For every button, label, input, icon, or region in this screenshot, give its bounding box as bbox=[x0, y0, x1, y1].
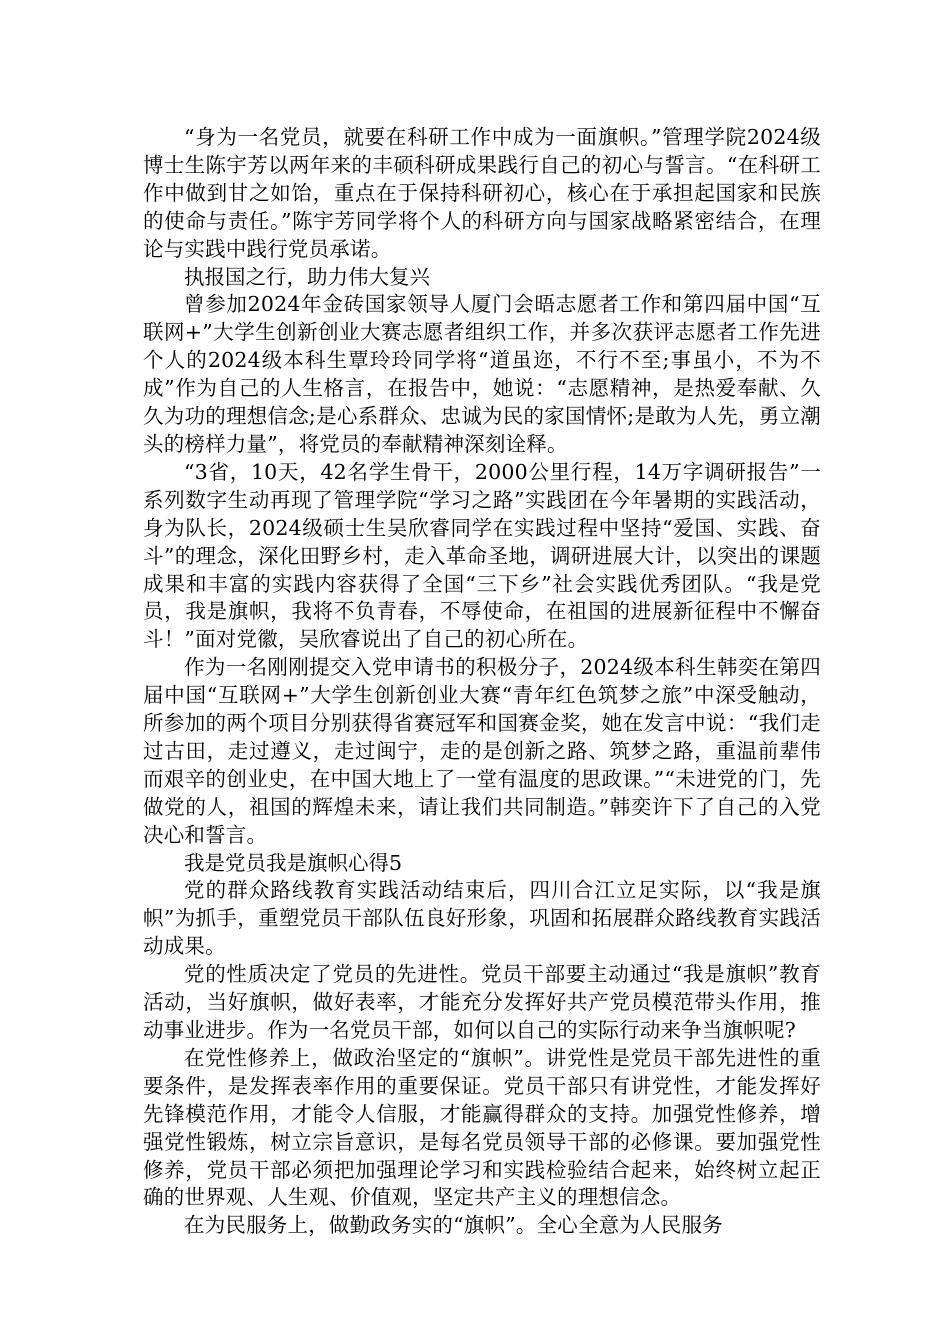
paragraph-wu-xinrui: “3省，10天，42名学生骨干，2000公里行程，14万字调研报告”一系列数字生动再现了管理学院“学习之路”实践团在今年暑期的实践活动，身为队长，2024级硕士生吴欣睿同学在实践过程中坚持“爱国、实践、奋斗”的理念，深化田野乡村，走入革命圣地，调研进展大计，以突出的课题成果和丰富的实践内容获得了全国“三下乡”社会实践优秀团队。“我是党员，我是旗帜，我将不负青春，不辱使命，在祖国的进展新征程中不懈奋斗！”面对党徽，吴欣睿说出了自己的初心所在。 bbox=[143, 459, 821, 652]
paragraph-chen-yufang: “身为一名党员，就要在科研工作中成为一面旗帜。”管理学院2024级博士生陈宇芳以两年来的丰硕科研成果践行自己的初心与誓言。“在科研工作中做到甘之如饴，重点在于保持科研初心，核心在于承担起国家和民族的使命与责任。”陈宇芳同学将个人的科研方向与国家战略紧密结合，在理论与实践中践行党员承诺。 bbox=[143, 125, 821, 261]
paragraph-serve-people: 在为民服务上，做勤政务实的“旗帜”。全心全意为人民服务 bbox=[184, 1213, 723, 1238]
paragraph-party-spirit: 在党性修养上，做政治坚定的“旗帜”。讲党性是党员干部先进性的重要条件，是发挥表率作用的重要保证。党员干部只有讲党性，才能发挥好先锋模范作用，才能令人信服，才能赢得群众的支持。加强党性修养，增强党性锻炼，树立宗旨意识，是每名党员领导干部的必修课。要加强党性修养，党员干部必须把加强理论学习和实践检验结合起来，始终树立起正确的世界观、人生观、价值观，坚定共产主义的理想信念。 bbox=[143, 1045, 821, 1210]
paragraph-party-nature: 党的性质决定了党员的先进性。党员干部要主动通过“我是旗帜”教育活动，当好旗帜，做好表率，才能充分发挥好共产党员模范带头作用，推动事业进步。作为一名党员干部，如何以自己的实际行动来争当旗帜呢? bbox=[143, 962, 821, 1042]
section-heading-experience-5: 我是党员我是旗帜心得5 bbox=[184, 850, 403, 875]
paragraph-han-yi: 作为一名刚刚提交入党申请书的积极分子，2024级本科生韩奕在第四届中国“互联网+”大学生创新创业大赛“青年红色筑梦之旅”中深受触动，所参加的两个项目分别获得省赛冠军和国赛金奖，她在发言中说：“我们走过古田，走过遵义，走过闽宁，走的是创新之路、筑梦之路，重温前辈伟而艰辛的创业史，在中国大地上了一堂有温度的思政课。”“未进党的门，先做党的人，祖国的辉煌未来，请让我们共同制造。”韩奕许下了自己的入党决心和誓言。 bbox=[143, 655, 821, 847]
paragraph-hejiang: 党的群众路线教育实践活动结束后，四川合江立足实际，以“我是旗帜”为抓手，重塑党员干部队伍良好形象，巩固和拓展群众路线教育实践活动成果。 bbox=[143, 878, 821, 959]
paragraph-qin-lingling: 曾参加2024年金砖国家领导人厦门会晤志愿者工作和第四届中国“互联网+”大学生创新创业大赛志愿者组织工作，并多次获评志愿者工作先进个人的2024级本科生覃玲玲同学将“道虽迩，不行不至;事虽小，不为不成”作为自己的人生格言，在报告中，她说：“志愿精神，是热爱奉献、久久为功的理想信念;是心系群众、忠诚为民的家国情怀;是敢为人先，勇立潮头的榜样力量”，将党员的奉献精神深刻诠释。 bbox=[143, 292, 821, 456]
document-page bbox=[143, 124, 821, 1240]
section-heading-serve-country: 执报国之行，助力伟大复兴 bbox=[184, 264, 430, 289]
